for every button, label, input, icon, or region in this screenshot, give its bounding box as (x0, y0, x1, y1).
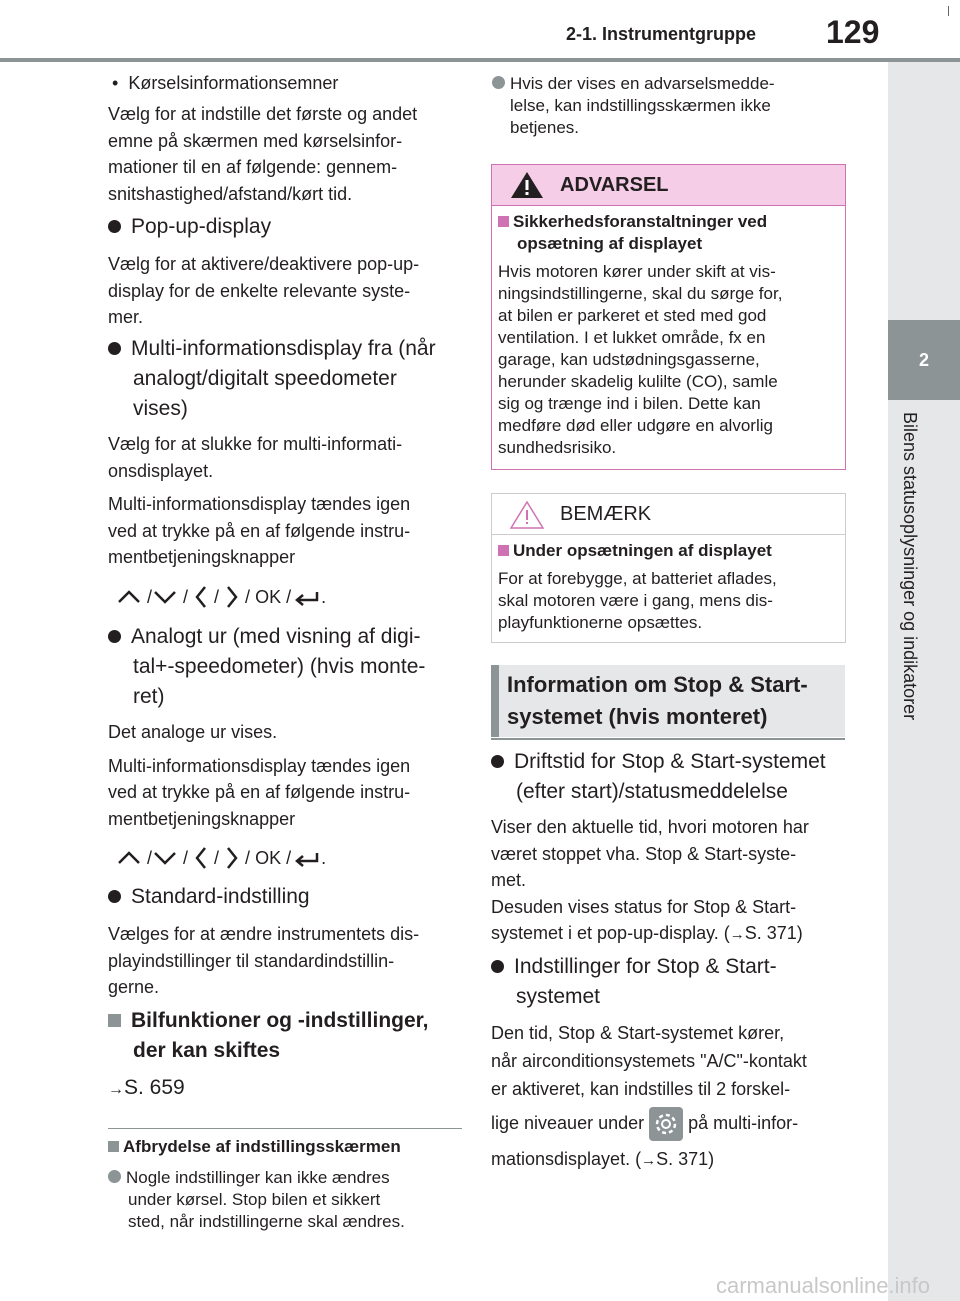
section-title: 2-1. Instrumentgruppe (566, 24, 757, 44)
info-rule (491, 738, 845, 740)
drift-heading: Driftstid for Stop & Start-systemet (efter start)/statusmeddelelse (491, 747, 851, 807)
warning-title: ADVARSEL (560, 174, 669, 196)
drift-text: Viser den aktuelle tid, hvori motoren har været stoppet vha. Stop & Start-syste- met. Desuden vises status for Stop & Start- systemet i et pop-up-display. (→S. 371) (491, 817, 809, 943)
footer-watermark: carmanualsonline.info (716, 1273, 931, 1298)
bullet-icon (108, 630, 121, 643)
list-item: • Kørselsinformationsemner (112, 73, 339, 93)
bilfunktioner-heading: Bilfunktioner og -indstillinger, der kan skiftes (108, 1006, 468, 1066)
bullet-icon (108, 342, 121, 355)
info-section-heading: Information om Stop & Start- systemet (hvis monteret) (491, 665, 845, 737)
warning-body: Sikkerhedsforanstaltninger ved opsætning af displayet Hvis motoren kører under skift at vis- ningsindstillingerne, skal du sørge for, at bilen er parkeret et sted med god ventilation. I et lukket område, fx en garage, kan udstødningsgasserne, herunder skadelig kulilte (CO), samle sig og trænge ind i bilen. Dette kan medføre død eller udgøre en alvorlig sundhedsrisiko. (498, 212, 783, 457)
chevron-down-icon (152, 588, 178, 606)
note-body: Under opsætningen af displayet For at forebygge, at batteriet aflades, skal motoren være i gang, mens dis- playfunktionerne opsættes. (498, 541, 777, 632)
back-icon (291, 588, 321, 606)
square-bullet-icon (108, 1014, 121, 1027)
crop-mark (948, 6, 949, 16)
multi-off-text: Vælg for at slukke for multi-informati- onsdisplayet. Multi-informationsdisplay tændes igen ved at trykke på en af følgende instru- mentbetjeningsknapper (108, 434, 411, 567)
arrow-icon: → (108, 1081, 124, 1098)
warning-header (492, 165, 845, 206)
note-title: BEMÆRK (560, 503, 652, 525)
warning-triangle-icon (510, 170, 544, 200)
page-number: 129 (826, 14, 880, 50)
chevron-left-icon (193, 845, 209, 871)
chevron-up-icon (116, 588, 142, 606)
bullet-icon (108, 1170, 121, 1183)
afbrydelse-heading: Afbrydelse af indstillingsskærmen (108, 1137, 401, 1157)
ok-button-label: OK (255, 847, 282, 868)
indstillinger-text: Den tid, Stop & Start-systemet kører, når airconditionsystemets "A/C"-kontakt er aktiveret, kan indstilles til 2 forskel- lige niveauer under på multi-infor- mationsdisplayet. (→S. 371) (491, 1023, 807, 1169)
back-icon (291, 849, 321, 867)
standard-text: Vælges for at ændre instrumentets dis- playindstillinger til standardindstillin- gerne. (108, 924, 420, 997)
chapter-number: 2 (888, 320, 960, 400)
chevron-up-icon (116, 849, 142, 867)
side-tab-top (888, 62, 960, 320)
multi-off-heading: Multi-informationsdisplay fra (når analogt/digitalt speedometer vises) (108, 334, 468, 424)
analog-heading: Analogt ur (med visning af digi- tal+-speedometer) (hvis monte- ret) (108, 622, 468, 712)
square-bullet-icon (108, 1141, 119, 1152)
bullet-icon (108, 220, 121, 233)
chevron-right-icon (224, 845, 240, 871)
square-bullet-icon (498, 545, 509, 556)
button-icons-row: / / / / OK / . (116, 584, 326, 610)
item1-label: Kørselsinformationsemner (128, 73, 339, 93)
popup-text: Vælg for at aktivere/deaktivere pop-up- display for de enkelte relevante syste- mer. (108, 254, 420, 327)
page-ref[interactable]: S. 371) (744, 923, 803, 943)
chapter-label: Bilens statusoplysninger og indikatorer (900, 412, 920, 721)
page-ref[interactable]: S. 371) (656, 1149, 715, 1169)
header-rule (0, 58, 960, 62)
bullet-icon (491, 755, 504, 768)
chevron-right-icon (224, 584, 240, 610)
item1-text: Vælg for at indstille det første og andet emne på skærmen med kørselsinfor- mationer til en af følgende: gennem- snitshastighed/afstand/kørt tid. (108, 104, 418, 204)
button-icons-row: / / / / OK / . (116, 845, 326, 871)
arrow-icon: → (641, 1152, 657, 1169)
note-box (491, 493, 846, 643)
ok-button-label: OK (255, 586, 282, 607)
arrow-icon: → (729, 926, 745, 943)
divider (108, 1128, 462, 1129)
standard-heading: Standard-indstilling (108, 882, 310, 912)
bullet-icon (108, 890, 121, 903)
analog-text: Det analoge ur vises. Multi-informationsdisplay tændes igen ved at trykke på en af følgende instru- mentbetjeningsknapper (108, 722, 411, 829)
warning-note: Hvis der vises en advarselsmedde- lelse, kan indstillingsskærmen ikke betjenes. (492, 73, 852, 139)
afbrydelse-text: Nogle indstillinger kan ikke ændres under kørsel. Stop bilen et sikkert sted, når indstillingerne skal ændres. (108, 1167, 468, 1233)
indstillinger-heading: Indstillinger for Stop & Start- systemet (491, 952, 851, 1012)
chevron-down-icon (152, 849, 178, 867)
warning-box (491, 164, 846, 470)
square-bullet-icon (498, 216, 509, 227)
popup-heading: Pop-up-display (108, 212, 271, 242)
caution-triangle-icon (510, 500, 544, 530)
note-header (492, 494, 845, 535)
bullet-icon (491, 960, 504, 973)
bullet-icon (492, 76, 505, 89)
settings-gear-icon (649, 1107, 683, 1141)
bilfunktioner-ref[interactable]: →S. 659 (108, 1076, 185, 1099)
chevron-left-icon (193, 584, 209, 610)
